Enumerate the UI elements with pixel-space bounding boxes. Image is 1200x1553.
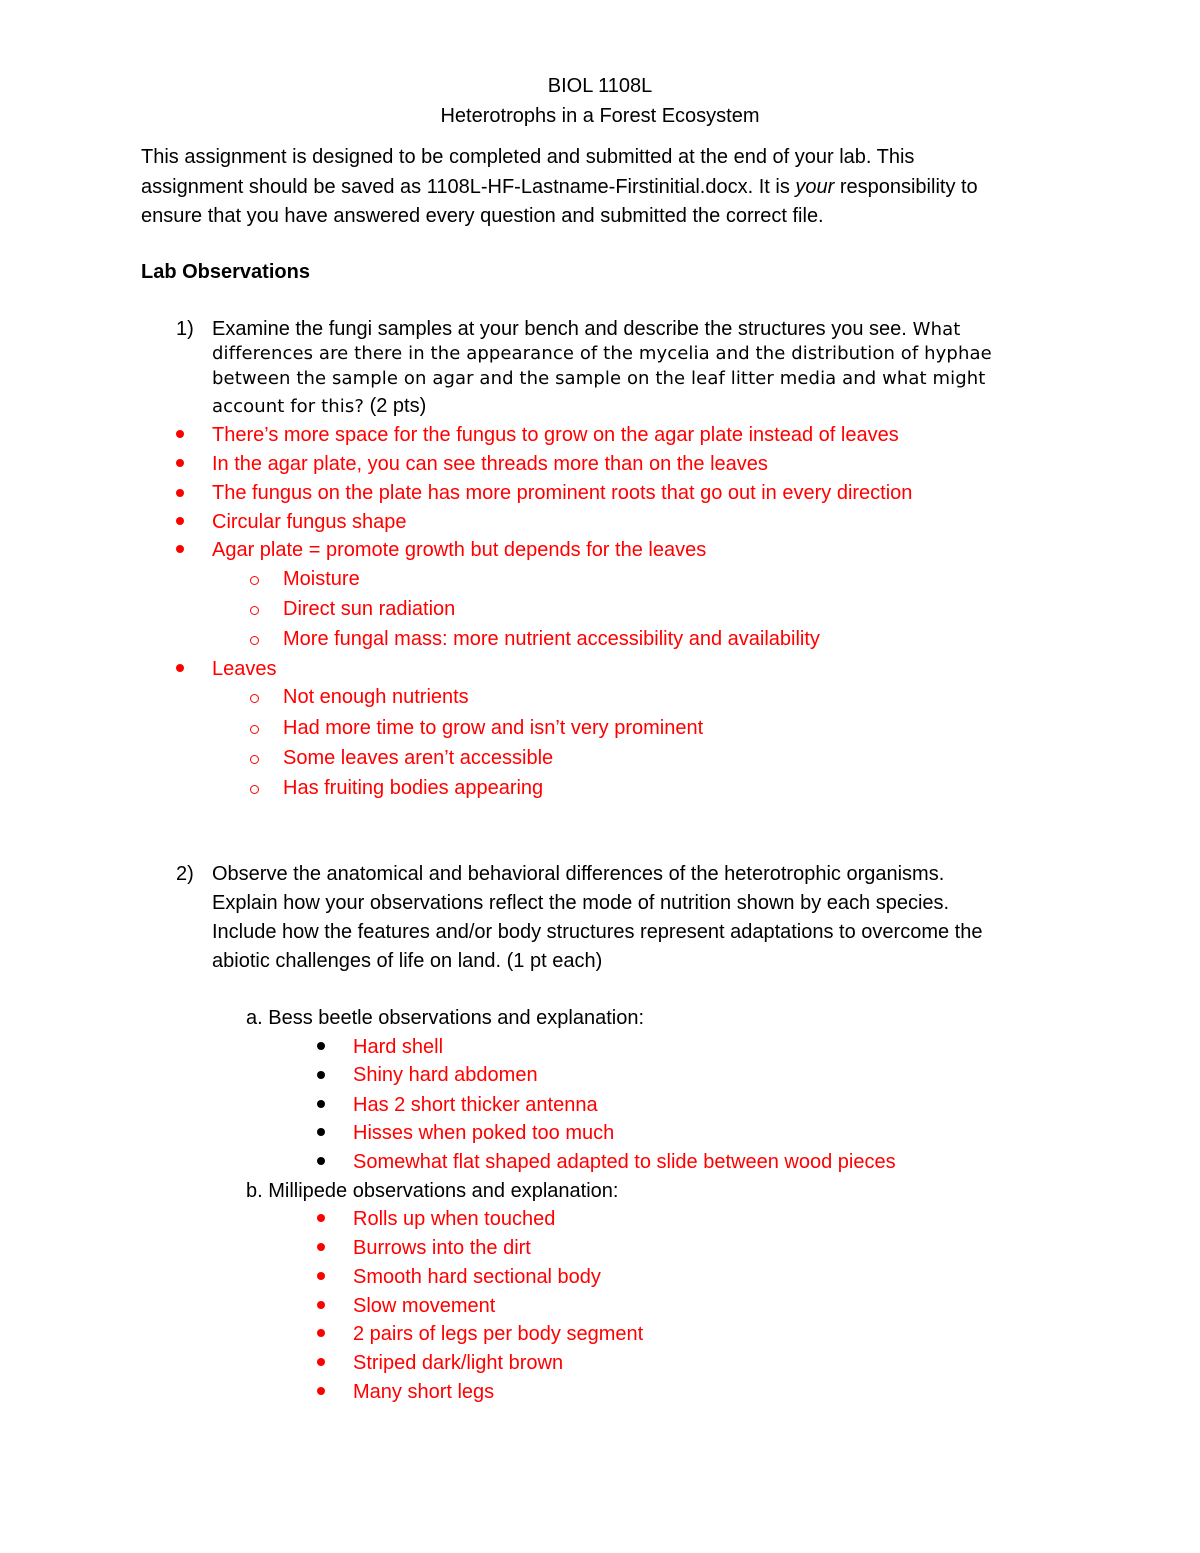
beetle-observation: Hard shell [353, 1036, 444, 1058]
question-1-line-1-a: Examine the fungi samples at your bench and describe the structures you see. [212, 318, 907, 340]
beetle-observation: Somewhat flat shaped adapted to slide between wood pieces [353, 1151, 896, 1173]
sub-answer-item: Has fruiting bodies appearing [283, 777, 544, 799]
bullet-dot-icon [317, 1214, 325, 1222]
millipede-observation: Rolls up when touched [353, 1208, 556, 1230]
question-1-line-1 [212, 317, 960, 342]
millipede-observation: 2 pairs of legs per body segment [353, 1323, 644, 1345]
question-2-line-1: Observe the anatomical and behavioral differences of the heterotrophic organisms. [212, 863, 945, 885]
bullet-dot-icon [317, 1387, 325, 1395]
question-1-line-4-b: (2 pts) [364, 395, 427, 417]
sub-answer-item: Some leaves aren’t accessible [283, 747, 554, 769]
question-2-line-3: Include how the features and/or body structures represent adaptations to overcome the [212, 921, 983, 943]
intro-line-2 [141, 175, 978, 199]
question-2-line-2: Explain how your observations reflect the mode of nutrition shown by each species. [212, 892, 950, 914]
question-1-line-4 [212, 394, 426, 419]
answer-item: Circular fungus shape [212, 511, 407, 533]
bullet-dot-icon [317, 1042, 325, 1050]
document-title: Heterotrophs in a Forest Ecosystem [440, 105, 760, 127]
intro-line-3: ensure that you have answered every question and submitted the correct file. [141, 205, 824, 227]
answer-item: Agar plate = promote growth but depends for the leaves [212, 539, 707, 561]
beetle-observation: Shiny hard abdomen [353, 1064, 538, 1086]
sub-answer-item: Had more time to grow and isn’t very prominent [283, 717, 704, 739]
question-1-line-3: between the sample on agar and the sample on the leaf litter media and what might [212, 368, 986, 389]
question-1-line-2: differences are there in the appearance of the mycelia and the distribution of hyphae [212, 343, 992, 364]
question-number: 1) [176, 318, 194, 340]
question-1-line-4-a: account for this? [212, 396, 365, 417]
sub-answer-item: More fungal mass: more nutrient accessibility and availability [283, 628, 820, 650]
bullet-dot-icon [317, 1243, 325, 1251]
bullet-dot-icon [176, 664, 184, 672]
bullet-dot-icon [176, 545, 184, 553]
beetle-observation: Has 2 short thicker antenna [353, 1094, 598, 1116]
millipede-observation: Slow movement [353, 1295, 496, 1317]
bullet-circle-icon [250, 606, 259, 615]
answer-item: The fungus on the plate has more prominent roots that go out in every direction [212, 482, 913, 504]
bullet-dot-icon [317, 1358, 325, 1366]
sub-answer-item: Direct sun radiation [283, 598, 456, 620]
beetle-observation: Hisses when poked too much [353, 1122, 615, 1144]
bullet-dot-icon [317, 1100, 325, 1108]
answer-item: Leaves [212, 658, 277, 680]
intro-emphasis: your [795, 176, 835, 198]
millipede-observation: Burrows into the dirt [353, 1237, 531, 1259]
bullet-dot-icon [317, 1128, 325, 1136]
bullet-circle-icon [250, 576, 259, 585]
bullet-circle-icon [250, 636, 259, 645]
question-number: 2) [176, 863, 194, 885]
bullet-dot-icon [317, 1272, 325, 1280]
question-1-line-1-b: What [906, 319, 961, 340]
bullet-dot-icon [317, 1071, 325, 1079]
bullet-circle-icon [250, 755, 259, 764]
intro-line-2-a: assignment should be saved as 1108L-HF-Lastname-Firstinitial.docx. It is [141, 176, 796, 198]
bullet-circle-icon [250, 725, 259, 734]
bullet-dot-icon [317, 1329, 325, 1337]
part-a-label: a. Bess beetle observations and explanation: [246, 1007, 645, 1029]
question-2-line-4: abiotic challenges of life on land. (1 pt each) [212, 950, 603, 972]
intro-line-1: This assignment is designed to be completed and submitted at the end of your lab. This [141, 146, 915, 168]
sub-answer-item: Not enough nutrients [283, 686, 469, 708]
millipede-observation: Smooth hard sectional body [353, 1266, 601, 1288]
section-heading: Lab Observations [141, 261, 310, 283]
intro-line-2-b: responsibility to [834, 176, 978, 198]
bullet-dot-icon [176, 430, 184, 438]
answer-item: In the agar plate, you can see threads more than on the leaves [212, 453, 768, 475]
millipede-observation: Striped dark/light brown [353, 1352, 564, 1374]
bullet-dot-icon [176, 517, 184, 525]
bullet-dot-icon [317, 1301, 325, 1309]
sub-answer-item: Moisture [283, 568, 360, 590]
millipede-observation: Many short legs [353, 1381, 495, 1403]
answer-item: There’s more space for the fungus to grow on the agar plate instead of leaves [212, 424, 899, 446]
bullet-circle-icon [250, 785, 259, 794]
bullet-dot-icon [317, 1157, 325, 1165]
bullet-dot-icon [176, 459, 184, 467]
bullet-circle-icon [250, 694, 259, 703]
bullet-dot-icon [176, 489, 184, 497]
course-code: BIOL 1108L [547, 75, 653, 97]
part-b-label: b. Millipede observations and explanation: [246, 1180, 619, 1202]
